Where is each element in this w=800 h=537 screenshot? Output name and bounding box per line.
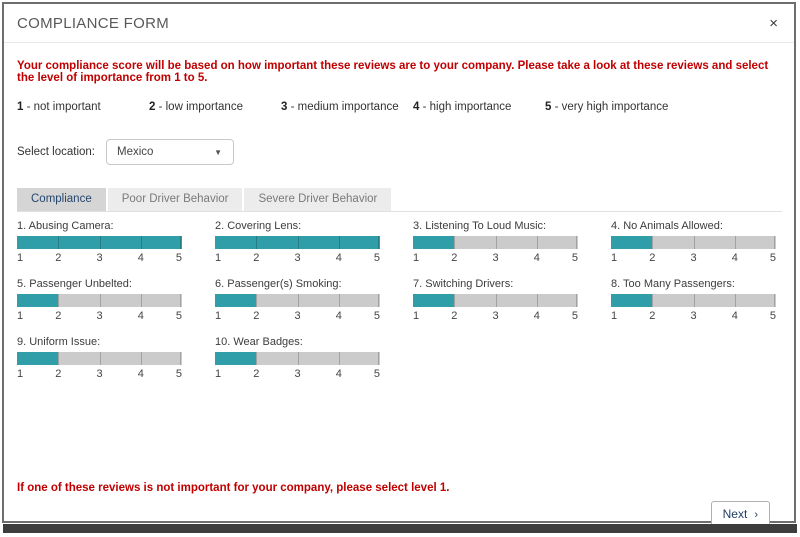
chevron-right-icon: › xyxy=(754,509,758,521)
slider-item xyxy=(17,220,182,266)
slider-scale-number: 2 xyxy=(253,368,260,380)
location-selected-value: Mexico xyxy=(117,146,154,158)
slider-scale xyxy=(413,252,578,266)
slider-scale-number: 4 xyxy=(137,252,144,264)
slider-scale-number: 2 xyxy=(55,252,62,264)
slider-scale xyxy=(17,252,182,266)
slider-tick xyxy=(576,294,577,307)
slider-scale xyxy=(413,310,578,324)
slider-tick xyxy=(339,352,340,365)
slider-scale-number: 2 xyxy=(253,252,260,264)
slider-scale-number: 4 xyxy=(335,368,342,380)
legend-item-3: 3 - medium importance xyxy=(281,101,399,113)
slider-label: 3. Listening To Loud Music: xyxy=(413,220,547,232)
slider-scale-number: 5 xyxy=(175,252,182,264)
background-page-strip xyxy=(3,524,797,533)
slider-tick xyxy=(496,294,497,307)
slider-tick xyxy=(735,236,736,249)
slider-tick xyxy=(58,294,59,307)
slider-tick xyxy=(652,294,653,307)
slider-tick xyxy=(735,294,736,307)
slider-scale-number: 1 xyxy=(413,252,420,264)
slider-tick xyxy=(180,236,181,249)
slider-scale-number: 1 xyxy=(611,310,618,322)
slider-item xyxy=(215,336,380,382)
slider-item xyxy=(611,278,776,324)
slider-scale-number: 3 xyxy=(96,252,103,264)
slider-track[interactable] xyxy=(17,294,182,307)
slider-track[interactable] xyxy=(413,294,578,307)
importance-legend xyxy=(17,101,782,113)
slider-fill xyxy=(611,236,652,249)
slider-scale xyxy=(215,368,380,382)
slider-item xyxy=(413,220,578,266)
slider-track[interactable] xyxy=(215,236,380,249)
slider-track[interactable] xyxy=(611,236,776,249)
slider-label: 7. Switching Drivers: xyxy=(413,278,514,290)
slider-scale-number: 3 xyxy=(492,310,499,322)
tab-compliance[interactable]: Compliance xyxy=(17,188,106,211)
slider-scale-number: 2 xyxy=(451,252,458,264)
slider-label: 2. Covering Lens: xyxy=(215,220,302,232)
behavior-tabs xyxy=(17,188,782,212)
tab-severe-driver-behavior[interactable]: Severe Driver Behavior xyxy=(244,188,391,211)
slider-fill xyxy=(17,352,58,365)
slider-scale-number: 1 xyxy=(215,368,222,380)
slider-tick xyxy=(378,236,379,249)
slider-item xyxy=(215,220,380,266)
chevron-down-icon: ▼ xyxy=(214,147,222,157)
slider-scale-number: 4 xyxy=(335,310,342,322)
dialog-header xyxy=(4,4,794,43)
slider-scale-number: 5 xyxy=(373,252,380,264)
slider-scale-number: 4 xyxy=(533,310,540,322)
slider-track[interactable] xyxy=(215,352,380,365)
slider-scale xyxy=(215,310,380,324)
slider-tick xyxy=(100,294,101,307)
slider-tick xyxy=(141,236,142,249)
slider-tick xyxy=(298,352,299,365)
note-text: If one of these reviews is not important for your company, please select level 1. xyxy=(17,482,450,494)
slider-tick xyxy=(576,236,577,249)
slider-tick xyxy=(774,294,775,307)
slider-scale-number: 5 xyxy=(571,310,578,322)
slider-item xyxy=(215,278,380,324)
slider-scale xyxy=(17,368,182,382)
slider-tick xyxy=(180,352,181,365)
slider-track[interactable] xyxy=(17,236,182,249)
slider-tick xyxy=(378,294,379,307)
slider-tick xyxy=(496,236,497,249)
slider-scale-number: 1 xyxy=(17,252,24,264)
slider-scale-number: 3 xyxy=(96,310,103,322)
importance-sliders-grid xyxy=(17,220,782,382)
slider-scale xyxy=(215,252,380,266)
slider-label: 10. Wear Badges: xyxy=(215,336,303,348)
legend-item-5: 5 - very high importance xyxy=(545,101,669,113)
slider-fill xyxy=(215,294,256,307)
slider-scale-number: 3 xyxy=(96,368,103,380)
slider-fill xyxy=(17,294,58,307)
slider-scale-number: 4 xyxy=(137,368,144,380)
slider-scale-number: 2 xyxy=(649,252,656,264)
slider-scale-number: 3 xyxy=(690,310,697,322)
slider-scale-number: 1 xyxy=(215,252,222,264)
close-icon[interactable]: × xyxy=(769,14,778,32)
location-select-row xyxy=(17,139,782,165)
slider-tick xyxy=(454,294,455,307)
slider-scale-number: 5 xyxy=(769,252,776,264)
slider-scale-number: 3 xyxy=(294,310,301,322)
slider-tick xyxy=(298,294,299,307)
slider-tick xyxy=(100,352,101,365)
slider-tick xyxy=(141,352,142,365)
slider-scale-number: 4 xyxy=(731,252,738,264)
slider-track[interactable] xyxy=(17,352,182,365)
dialog-body xyxy=(4,43,794,527)
slider-scale-number: 2 xyxy=(451,310,458,322)
location-dropdown[interactable] xyxy=(106,139,234,165)
slider-scale-number: 2 xyxy=(55,310,62,322)
slider-scale-number: 1 xyxy=(413,310,420,322)
instruction-text: Your compliance score will be based on how important these reviews are to your company. Please take a look at these reviews and select the level of importance from 1 to 5. xyxy=(17,60,769,84)
slider-scale-number: 4 xyxy=(137,310,144,322)
slider-tick xyxy=(652,236,653,249)
legend-item-1: 1 - not important xyxy=(17,101,101,113)
slider-scale-number: 3 xyxy=(492,252,499,264)
slider-tick xyxy=(454,236,455,249)
slider-tick xyxy=(537,236,538,249)
slider-scale-number: 2 xyxy=(253,310,260,322)
slider-tick xyxy=(339,294,340,307)
slider-fill xyxy=(215,352,256,365)
slider-tick xyxy=(298,236,299,249)
slider-fill xyxy=(611,294,652,307)
slider-scale-number: 5 xyxy=(571,252,578,264)
slider-fill xyxy=(413,294,454,307)
slider-scale-number: 5 xyxy=(175,368,182,380)
slider-item xyxy=(611,220,776,266)
slider-scale-number: 3 xyxy=(690,252,697,264)
slider-tick xyxy=(58,236,59,249)
slider-scale-number: 1 xyxy=(611,252,618,264)
dialog-title: COMPLIANCE FORM xyxy=(17,14,170,32)
slider-tick xyxy=(100,236,101,249)
slider-label: 6. Passenger(s) Smoking: xyxy=(215,278,342,290)
tab-poor-driver-behavior[interactable]: Poor Driver Behavior xyxy=(108,188,243,211)
slider-tick xyxy=(694,236,695,249)
slider-tick xyxy=(141,294,142,307)
slider-scale-number: 1 xyxy=(17,310,24,322)
slider-scale xyxy=(611,252,776,266)
slider-scale-number: 4 xyxy=(731,310,738,322)
slider-tick xyxy=(256,352,257,365)
slider-item xyxy=(17,278,182,324)
slider-scale-number: 4 xyxy=(533,252,540,264)
slider-tick xyxy=(339,236,340,249)
compliance-form-dialog xyxy=(2,2,796,523)
slider-scale-number: 5 xyxy=(373,310,380,322)
slider-label: 9. Uniform Issue: xyxy=(17,336,101,348)
slider-tick xyxy=(378,352,379,365)
slider-scale-number: 1 xyxy=(17,368,24,380)
slider-label: 4. No Animals Allowed: xyxy=(611,220,723,232)
next-button-label: Next xyxy=(722,507,748,521)
slider-tick xyxy=(180,294,181,307)
slider-fill xyxy=(413,236,454,249)
slider-label: 8. Too Many Passengers: xyxy=(611,278,735,290)
slider-scale xyxy=(17,310,182,324)
slider-scale-number: 3 xyxy=(294,368,301,380)
slider-tick xyxy=(256,294,257,307)
slider-track[interactable] xyxy=(215,294,380,307)
location-label: Select location: xyxy=(17,146,95,158)
slider-tick xyxy=(256,236,257,249)
slider-scale-number: 1 xyxy=(215,310,222,322)
slider-label: 5. Passenger Unbelted: xyxy=(17,278,132,290)
slider-scale-number: 5 xyxy=(769,310,776,322)
slider-scale-number: 2 xyxy=(649,310,656,322)
slider-scale-number: 2 xyxy=(55,368,62,380)
slider-tick xyxy=(58,352,59,365)
slider-tick xyxy=(537,294,538,307)
slider-tick xyxy=(694,294,695,307)
slider-track[interactable] xyxy=(611,294,776,307)
slider-item xyxy=(413,278,578,324)
slider-tick xyxy=(774,236,775,249)
slider-scale xyxy=(611,310,776,324)
slider-label: 1. Abusing Camera: xyxy=(17,220,114,232)
slider-scale-number: 3 xyxy=(294,252,301,264)
legend-item-4: 4 - high importance xyxy=(413,101,512,113)
slider-scale-number: 5 xyxy=(373,368,380,380)
slider-track[interactable] xyxy=(413,236,578,249)
legend-item-2: 2 - low importance xyxy=(149,101,243,113)
slider-item xyxy=(17,336,182,382)
slider-scale-number: 4 xyxy=(335,252,342,264)
slider-scale-number: 5 xyxy=(175,310,182,322)
